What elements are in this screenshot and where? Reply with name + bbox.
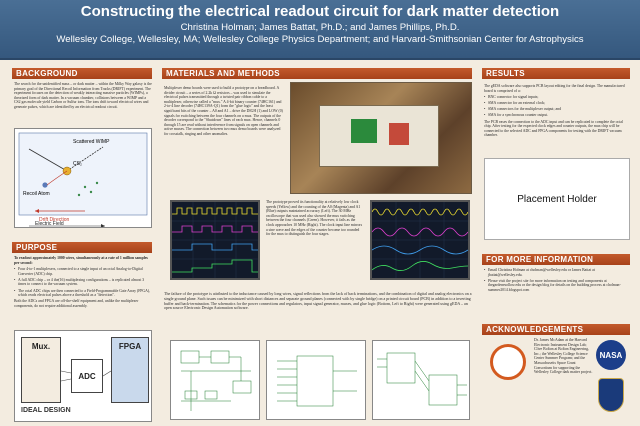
purpose-item: • A full ADC chip – or 4 the(16) multiplexing configurations – is replicated almost 3 times to connect to the vacuum system. xyxy=(14,278,152,287)
fpga-label: FPGA xyxy=(118,342,142,351)
poster-header xyxy=(0,0,640,60)
ideal-design-label: IDEAL DESIGN xyxy=(21,407,71,414)
wimp-figure xyxy=(14,128,152,228)
nasa-logo xyxy=(596,340,626,370)
scattered-wimp-label: Scattered WIMP xyxy=(73,139,110,145)
wimp-diagram xyxy=(15,129,152,228)
drift-direction-label: Drift Direction xyxy=(39,217,70,223)
failure-text xyxy=(164,292,472,332)
cs2-label: CS₂ xyxy=(73,161,82,167)
purpose-heading: PURPOSE xyxy=(12,242,152,253)
mux-label: Mux. xyxy=(31,342,51,351)
oscilloscope-left xyxy=(170,200,260,280)
poster-affiliation: Wellesley College, Wellesley, MA; Wellesley College Physics Department; and Harvard-Smithsonian Center for Astrophysics xyxy=(56,34,584,45)
scope-traces-left xyxy=(172,202,258,278)
scope-caption xyxy=(266,200,364,282)
purpose-item: • The octal ADC chips are then connected to a Field-Programmable Gate Array (FPGA), which reads electrical pulses above a threshold as a "detection". xyxy=(14,289,152,298)
results-item: • SMA for a synchronous counter output. xyxy=(484,113,630,118)
scope-traces-right xyxy=(372,202,468,278)
poster-title: Constructing the electrical readout circuit for dark matter detection xyxy=(80,3,560,20)
purpose-intro: To readout approximately 1000 wires, simultaneously at a rate of 1 million samples per second: xyxy=(14,256,148,265)
more-info-item: • Please visit the project site for more information on testing and components at thegardenesollow.edu or the design blog for details on the building process at cholman-summer2014.blogspot.com xyxy=(484,279,630,293)
background-heading: BACKGROUND xyxy=(12,68,152,79)
results-heading: RESULTS xyxy=(482,68,630,79)
results-item: • BNC connector for signal inputs; xyxy=(484,95,630,100)
background-text xyxy=(14,82,152,124)
breadboard xyxy=(319,105,439,167)
schematic-power-drawing xyxy=(171,341,260,420)
results-item: • SMA connectors for the multiplexer output; and xyxy=(484,107,630,112)
counter-chip xyxy=(389,123,409,145)
acknowledgements-heading: ACKNOWLEDGEMENTS xyxy=(482,324,630,335)
sponsor-ring-logo xyxy=(490,344,526,380)
wellesley-seal xyxy=(598,378,624,412)
schematic-mux xyxy=(266,340,366,420)
materials-heading: MATERIALS AND METHODS xyxy=(162,68,472,79)
schematic-mux-drawing xyxy=(267,341,366,420)
more-info-text xyxy=(484,268,630,318)
poster-authors: Christina Holman; James Battat, Ph.D.; and James Phillips, Ph.D. xyxy=(180,22,460,33)
breadboard-photo xyxy=(290,82,472,194)
placement-holder xyxy=(484,158,630,240)
more-info-item: • Email Christina Holman at cholman@wellesley.edu or James Battat at jbattat@wellesley.edu. xyxy=(484,268,630,277)
oscilloscope-right xyxy=(370,200,470,280)
scope-caption-text: The prototype proved its functionality at relatively low clock speeds (Yellow) and the counting of the A0 (Magenta) and A1 (Blue) outputs maintained accuracy (Left). The 30 MHz oscilloscope that was used also showed the mux switching between the four channels (Green). However, it fails as the clock approaches 10 MHz (Right). The clock input line mirrors a sine wave and the edges of the counter become too rounded for the mux to distinguish the four stages. xyxy=(266,200,363,237)
recoil-atom-label: Recoil Atom xyxy=(23,191,50,197)
more-info-heading: FOR MORE INFORMATION xyxy=(482,254,630,265)
results-text xyxy=(484,84,630,154)
placement-holder-label: Placement Holder xyxy=(517,193,597,205)
purpose-text xyxy=(14,256,152,324)
mux-demo-board xyxy=(351,119,377,143)
background-body: The search for the unidentified mass – or dark matter – within the Milky Way galaxy is the primary goal of the Directional Recoil Information from Tracks (DRIFT) experiment. The experiment focuses on the detection of weakly interacting massive particles (WIMPs), a theorized form of dark matter. In a vacuum chamber, collisions between a WIMP and a CS2 gas molecule yield Carbon or Sulfur ions. The ions drift toward electrical wires and generate pulses, which are identified by an electrical readout circuit. xyxy=(14,82,152,109)
acknowledgements-text xyxy=(534,338,594,408)
purpose-list xyxy=(14,267,152,298)
adc-label: ADC xyxy=(78,372,96,381)
failure-body: The failure of the prototype is attributed to the inductance caused by long wires, signal reflections from the lack of back terminations, and the combination of digital and analog electronics on a single ground plane. Such issues can be minimized with short distances and separate ground planes (connected with by single bridge) on a printed circuit board (PCB) in addition to a inverting buffer and back-termination. The schematics for the power connections and regulators, input signal generator, muxes, and glue logic (Bottom, Left to Right) were generated using gEDA – an open source Electronic Design Automation software. xyxy=(164,292,472,311)
electric-field-label: Electric Field xyxy=(35,221,64,227)
purpose-outro: Both the ADCs and FPGA are off-the-shelf equipment and, unlike the multiplexer components, do not require additional assembly. xyxy=(14,299,139,308)
schematic-power xyxy=(170,340,260,420)
materials-body: Multiplexer demo boards were used to build a prototype on a breadboard. A divider circuit – a series of 2.2k Ω resistors – was used to simulate the electrical pulses transmitted through a twisted pair ribbon cable to a multiplexer, otherwise called a "mux." A 4-bit binary counter (74HC161) and 2-to-4 line decoder (74HC139A-Q1) form the "glue logic" and the least significant bits of the counter – A0 and A1 – drive the DIGH (1) and LOW (0) signals for switching between the four channels on a mux. The outputs of the decoder correspond to the "Shutdown" lines of each mux. Hence, channels 0 through 15 are read without interference from signals on open channels and active muxes. The connection between two mux demo boards were analyzed for crosstalk, ringing and other anomalies. xyxy=(164,86,283,136)
schematic-glue-logic xyxy=(372,340,470,420)
results-intro: The gEDA software also supports PCB layout editing for the final design. The manufactured board is comprised of a: xyxy=(484,84,625,93)
acknowledgements-body: Dr. James McAdam at the Harvard Electronic Instrument Design Lab; Clive Bolton at Bolton Engineering, Inc.; the Wellesley College Science Center Summer Program; and the Massachusetts Space Grant Consortium for supporting the Wellesley College dark matter project. xyxy=(534,338,593,375)
results-outro: The PCB eases the connection to the ADC input and can be replicated to complete the octal chip. After testing for the expected clock edges and counter outputs, the mux chip will be connected to the selected ADC and FPGA components for testing with the DRIFT vacuum chamber. xyxy=(484,119,623,138)
ideal-design-figure xyxy=(14,330,152,422)
purpose-item: • Four 4-to-1 multiplexers, connected to a single input of an octal Analog-to-Digital Converter (ADC) chip. xyxy=(14,267,152,276)
more-info-list xyxy=(484,268,630,292)
schematic-glue-logic-drawing xyxy=(373,341,470,420)
results-list xyxy=(484,95,630,118)
materials-text xyxy=(164,86,284,192)
nasa-logo-text: NASA xyxy=(599,350,623,360)
results-item: • SMA connector for an external clock; xyxy=(484,101,630,106)
